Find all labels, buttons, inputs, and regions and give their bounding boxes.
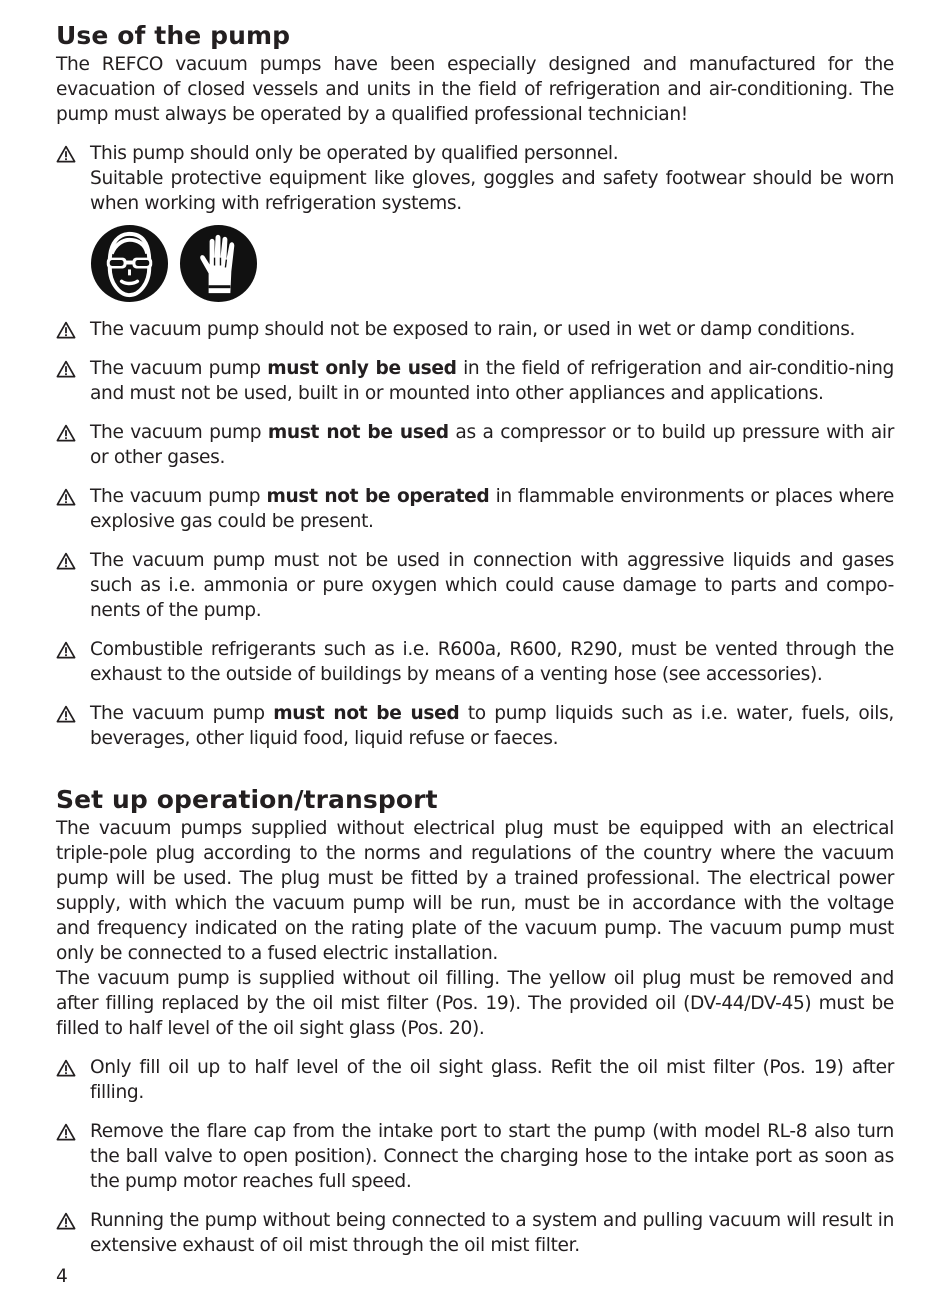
goggles-mandatory-icon [90,224,169,303]
warning-item [56,420,894,470]
warning-text: The vacuum pump must not be used to pump liquids such as i.e. water, fuels, oils, beverages, other liquid food, liquid refuse or faeces. [90,703,894,749]
warning-item [56,356,894,406]
setup-paragraph: The vacuum pumps supplied without electrical plug must be equipped with an electrical triple-pole plug according to the norms and regulations of the country where the vacuum pump will be used. The plug must be fitted by a trained professional. The electrical power supply, with which the vacuum pump will be run, must be in accordance with the voltage and frequency indicated on the rating plate of the vacuum pump. The vacuum pump must only be connected to a fused electric installation. [56,818,894,964]
section-title-setup-transport: Set up operation/transport [56,785,438,814]
warning-text: The vacuum pump must not be operated in flammable environments or places where explosive gas could be present. [90,486,895,532]
warning-text: Remove the flare cap from the intake port to start the pump (with model RL-8 also turn the ball valve to open position). Connect the charging hose to the intake port as soon as the pump motor reaches full speed. [90,1121,894,1192]
emphasis: must not be used [267,422,449,443]
intro-paragraph: The REFCO vacuum pumps have been especially designed and manufactured for the evacuation of closed vessels and units in the field of refrigeration and air-conditioning. The pump must always be operated by a qualified professional technician! [56,54,894,125]
ppe-icons [90,224,894,304]
warning-triangle-icon [56,360,76,378]
warning-item [56,317,894,342]
warning-text: The vacuum pump should not be exposed to rain, or used in wet or damp conditions. [90,319,856,340]
warning-item [56,637,894,687]
emphasis: must not be operated [266,486,490,507]
warning-triangle-icon [56,641,76,659]
page-number: 4 [56,1266,68,1287]
warning-triangle-icon [56,1212,76,1230]
warning-text: Running the pump without being connected to a system and pulling vacuum will result in extensive exhaust of oil mist through the oil mist filter. [90,1210,894,1256]
warning-triangle-icon [56,145,76,163]
warning-triangle-icon [56,1123,76,1141]
section-title-use-of-pump: Use of the pump [56,21,291,50]
manual-page [56,20,894,1258]
oil-paragraph: The vacuum pump is supplied without oil filling. The yellow oil plug must be removed and after filling replaced by the oil mist filter (Pos. 19). The provided oil (DV-44/DV-45) must be filled to half level of the oil sight glass (Pos. 20). [56,968,894,1039]
warning-item [56,484,894,534]
emphasis: must only be used [267,358,457,379]
warning-text: This pump should only be operated by qualified personnel. [90,143,619,164]
warning-text: Only fill oil up to half level of the oil sight glass. Refit the oil mist filter (Pos. 19) after filling. [90,1057,894,1103]
warning-item [56,701,894,751]
warning-item [56,141,894,304]
warning-item [56,1055,894,1105]
gloves-mandatory-icon [179,224,258,303]
emphasis: must not be used [273,703,460,724]
warning-text: Combustible refrigerants such as i.e. R600a, R600, R290, must be vented through the exhaust to the outside of buildings by means of a venting hose (see accessories). [90,639,894,685]
warning-text: The vacuum pump must not be used in connection with aggressive liquids and gases such as i.e. ammonia or pure oxygen which could cause damage to parts and compo-nents of the pump. [90,550,894,621]
warning-text: Suitable protective equipment like gloves, goggles and safety footwear should be worn when working with refrigeration systems. [90,168,894,214]
warning-triangle-icon [56,705,76,723]
warning-triangle-icon [56,552,76,570]
warning-item [56,1208,894,1258]
warning-text: The vacuum pump must not be used as a compressor or to build up pressure with air or other gases. [90,422,894,468]
warning-triangle-icon [56,321,76,339]
warning-triangle-icon [56,488,76,506]
warning-item [56,548,894,623]
warning-text: The vacuum pump must only be used in the field of refrigeration and air-conditio-ning and must not be used, built in or mounted into other appliances and applications. [90,358,894,404]
warning-triangle-icon [56,424,76,442]
warning-item [56,1119,894,1194]
warning-triangle-icon [56,1059,76,1077]
